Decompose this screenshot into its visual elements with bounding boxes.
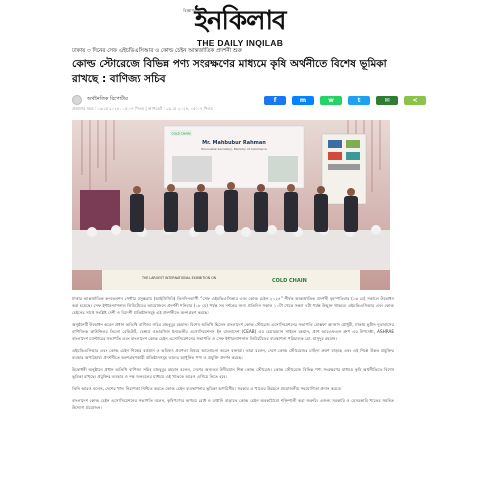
article-paragraph: তিনি আরও বলেন, দেশের খাদ্য নিরাপত্তা নিশ্চিত করতে কোল্ড চেইন ব্যবস্থাপনার ভূমিকা অপরিসীম। সরকার এ খাতের উন্নয়নে প্রয়োজনীয় সহযোগিতা প্রদান করবে।	[72, 386, 342, 391]
stage-screen-badge-text: COLD CHAIN	[171, 131, 191, 136]
byline	[72, 95, 128, 105]
site-logo-english[interactable]: THE DAILY INQILAB	[196, 38, 284, 48]
site-logo[interactable]: ইনকিলাব	[194, 6, 286, 36]
article-paragraph: এইচভিএসিআর এবং কোল্ড চেইন শিল্পের বর্তমান ও ভবিষ্যৎ প্রবণতা বিষয়ে আলোচনা করেন বক্তারা। তারা বলেন, দেশে কোল্ড স্টোরেজের চাহিদা ক্রমশ বাড়ছে এবং এই শিল্পে উন্নত প্রযুক্তির ব্যবহার অপরিহার্য। প্রদর্শনীতে অংশগ্রহণকারী প্রতিষ্ঠানসমূহ তাদের আধুনিক পণ্য ও প্রযুক্তি প্রদর্শন করছে।	[72, 348, 394, 360]
article-paragraph: ঢাকার আন্তর্জাতিক কনভেনশন সেন্টার বসুন্ধরায় (আইসিসিবি) তিনদিনব্যাপী “সেফ এইচভিএসিআর এবং কোল্ড চেইন ২০২৪” শীর্ষক আন্তর্জাতিক প্রদর্শনী বৃহস্পতিবার (১৬ মে) সকালে উদ্বোধন করা হয়েছে। সেফ ইন্টারন্যাশনাল লিমিটেডের আয়োজনে প্রদর্শনী শনিবার (১৮ মে) পর্যন্ত সব দর্শকের জন্য প্রতিদিন সকাল ১০টা থেকে সন্ধ্যা ৭টা পর্যন্ত উন্মুক্ত থাকবে। এইচভিএসিআর এবং কোল্ড চেইনের সাথে সংশ্লিষ্ট দেশী ও বিদেশী প্রতিষ্ঠানসমূহ এই প্রদর্শনীতে অংশগ্রহণ করছে।	[72, 296, 394, 315]
bottom-banner	[102, 270, 360, 290]
bottom-banner-text: THE LARGEST INTERNATIONAL EXHIBITION ON	[142, 276, 216, 280]
ribbon-table	[72, 230, 390, 270]
share-whatsapp-button[interactable]: w	[320, 96, 342, 105]
article-paragraph: বাংলাদেশ কোল্ড চেইন এসোসিয়েশনের সভাপতি বলেন, কৃষিপণ্যের অপচয় রোধ ও রপ্তানি বাড়াতে কোল্ড চেইন অবকাঠামো শক্তিশালী করা জরুরি। এজন্য সরকারি ও বেসরকারি খাতের সমন্বিত উদ্যোগ প্রয়োজন।	[72, 398, 394, 410]
photo-illustration	[72, 120, 390, 290]
article-kicker: ঢাকায় ৩ দিনের সেফ এইচভিএসিআর ও কোল্ড চেইন আন্তর্জাতিক প্রদর্শনী শুরু	[72, 48, 242, 54]
share-facebook-button[interactable]: f	[264, 96, 286, 105]
share-twitter-button[interactable]: t	[348, 96, 370, 105]
masthead	[0, 6, 480, 48]
share-messenger-button[interactable]: m	[292, 96, 314, 105]
article-headline: কোল্ড স্টোরেজে বিভিন্ন পণ্য সংরক্ষণের মাধ্যমে কৃষি অর্থনীতে বিশেষ ভূমিকা রাখছে : বাণিজ্য সচিব	[72, 58, 387, 85]
bottom-banner-brand: COLD CHAIN	[272, 278, 307, 284]
share-email-button[interactable]: ✉	[376, 96, 398, 105]
author-name[interactable]: অর্থনৈতিক রিপোর্টার	[87, 96, 128, 102]
article-paragraph: উদ্বোধনী অনুষ্ঠানে প্রধান অতিথি বাণিজ্য সচিব মাহবুবুর রহমান বলেন, দেশের অন্যতম উদীয়মান শিল্প কোল্ড স্টোরেজ। কোল্ড স্টোরেজে বিভিন্ন পণ্য সংরক্ষণের মাধ্যমে কৃষি অর্থনীতিতে বিশেষ ভূমিকা রাখছে। প্রযুক্তির ব্যবহার ও দক্ষ জনবলের মাধ্যমে এই খাতকে আরও এগিয়ে নিতে হবে।	[72, 367, 394, 379]
stage-screen-subtitle: Honorable Secretary, Ministry of Commerce	[201, 147, 267, 151]
brand-line	[0, 6, 480, 40]
stage-screen-booth-image	[268, 156, 298, 182]
article-body	[72, 295, 394, 416]
share-more-button[interactable]: <	[404, 96, 426, 105]
article-paragraph: অনুষ্ঠানটি উদ্বোধন করেন প্রধান অতিথি বাণিজ্য সচিব মাহবুবুর রহমান। বিশেষ অতিথি ছিলেন বাংলাদেশ কোল্ড স্টোরেজ এসোসিয়েশনের সভাপতি মোস্তফা আজাদ চৌধুরী, ঢাকায় ভুটান দূতাবাসের বাণিজ্যিক কাউন্সিলর তিলো রেভিউট, চেম্বার্ড ওভারসিজ ইনভেস্টর এসোসিয়েশনস ইন বাংলাদেশ (CEAB) এর চেয়ারম্যান সাইমন রহমান, প্রাণ আরএফএল গ্রুপ এর উপদেষ্টা, ASHRAE বাংলাদেশ চ্যাপ্টারের সভাপতি এবং বাংলাদেশ কোল্ড চেইন এসোসিয়েশনের সভাপতি ও সেফ ইন্টারন্যাশনাল লিমিটেডের ব্যবস্থাপনা পরিচালক মো. মাসুদুর রহমান।	[72, 322, 394, 341]
share-bar	[264, 96, 426, 105]
article-photo	[72, 120, 390, 290]
stage-screen-title: Mr. Mahbubur Rahman	[202, 140, 266, 146]
author-avatar	[72, 95, 82, 105]
stage-screen-machine-image	[172, 156, 212, 182]
brand-small-label: বিজ্ঞাপন	[183, 8, 197, 13]
publish-time: প্রকাশের সময় : ১৬ মে ২০২৪, ০৫:০৭ পিএম | আপডেট : ১৬ মে ২০২৪, ০৫:০৭ পিএম	[72, 106, 213, 111]
